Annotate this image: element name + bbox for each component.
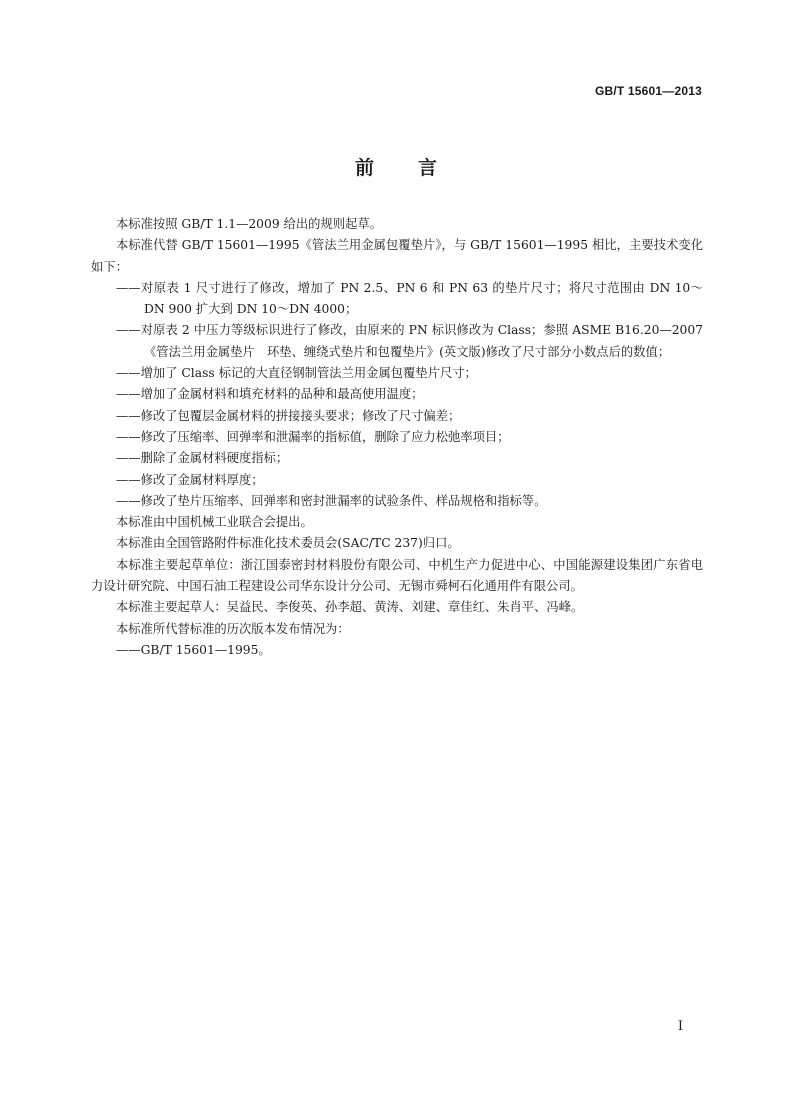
list-item: ——修改了包覆层金属材料的拼接接头要求；修改了尺寸偏差； [116,408,461,423]
list-item: ——GB/T 15601—1995。 [116,642,271,657]
list-item: ——增加了金属材料和填充材料的品种和最高使用温度； [116,387,424,402]
list-item: ——增加了 Class 标记的大直径钢制管法兰用金属包覆垫片尺寸； [116,366,477,381]
page-title: 前言 [354,157,481,179]
paragraph: 本标准所代替标准的历次版本发布情况为： [116,621,350,636]
paragraph: 本标准由全国管路附件标准化技术委员会(SAC/TC 237)归口。 [116,536,460,551]
standard-number: GB/T 15601—2013 [594,84,702,98]
paragraph: 本标准主要起草单位：浙江国泰密封材料股份有限公司、中机生产力促进中心、中国能源建设集团广东省电力设计研究院、中国石油工程建设公司华东设计分公司、无锡市舜柯石化通用件有限公司。 [91,557,703,594]
list-item: ——对原表 2 中压力等级标识进行了修改，由原来的 PN 标识修改为 Class；参照 ASME B16.20—2007《管法兰用金属垫片 环垫、缠绕式垫片和包覆垫片》(英文版)修改了尺寸部分小数点后的数值； [116,323,703,359]
list-item: ——修改了垫片压缩率、回弹率和密封泄漏率的试验条件、样品规格和指标等。 [116,493,547,508]
page-number: I [677,1019,683,1034]
list-item: ——修改了金属材料厚度； [116,472,264,487]
paragraph: 本标准按照 GB/T 1.1—2009 给出的规则起草。 [116,217,382,231]
paragraph: 本标准由中国机械工业联合会提出。 [116,515,313,530]
paragraph: 本标准主要起草人：吴益民、李俊英、孙李超、黄涛、刘建、章佳红、朱肖平、冯峰。 [116,600,584,615]
list-item: ——删除了金属材料硬度指标； [116,451,289,466]
paragraph: 本标准代替 GB/T 15601—1995《管法兰用金属包覆垫片》，与 GB/T 15601—1995 相比，主要技术变化如下： [91,238,703,274]
foreword-body [91,214,703,661]
list-item: ——对原表 1 尺寸进行了修改，增加了 PN 2.5、PN 6 和 PN 63 的垫片尺寸；将尺寸范围由 DN 10～DN 900 扩大到 DN 10～DN 4000； [116,280,703,317]
list-item: ——修改了压缩率、回弹率和泄漏率的指标值，删除了应力松弛率项目； [116,429,510,444]
